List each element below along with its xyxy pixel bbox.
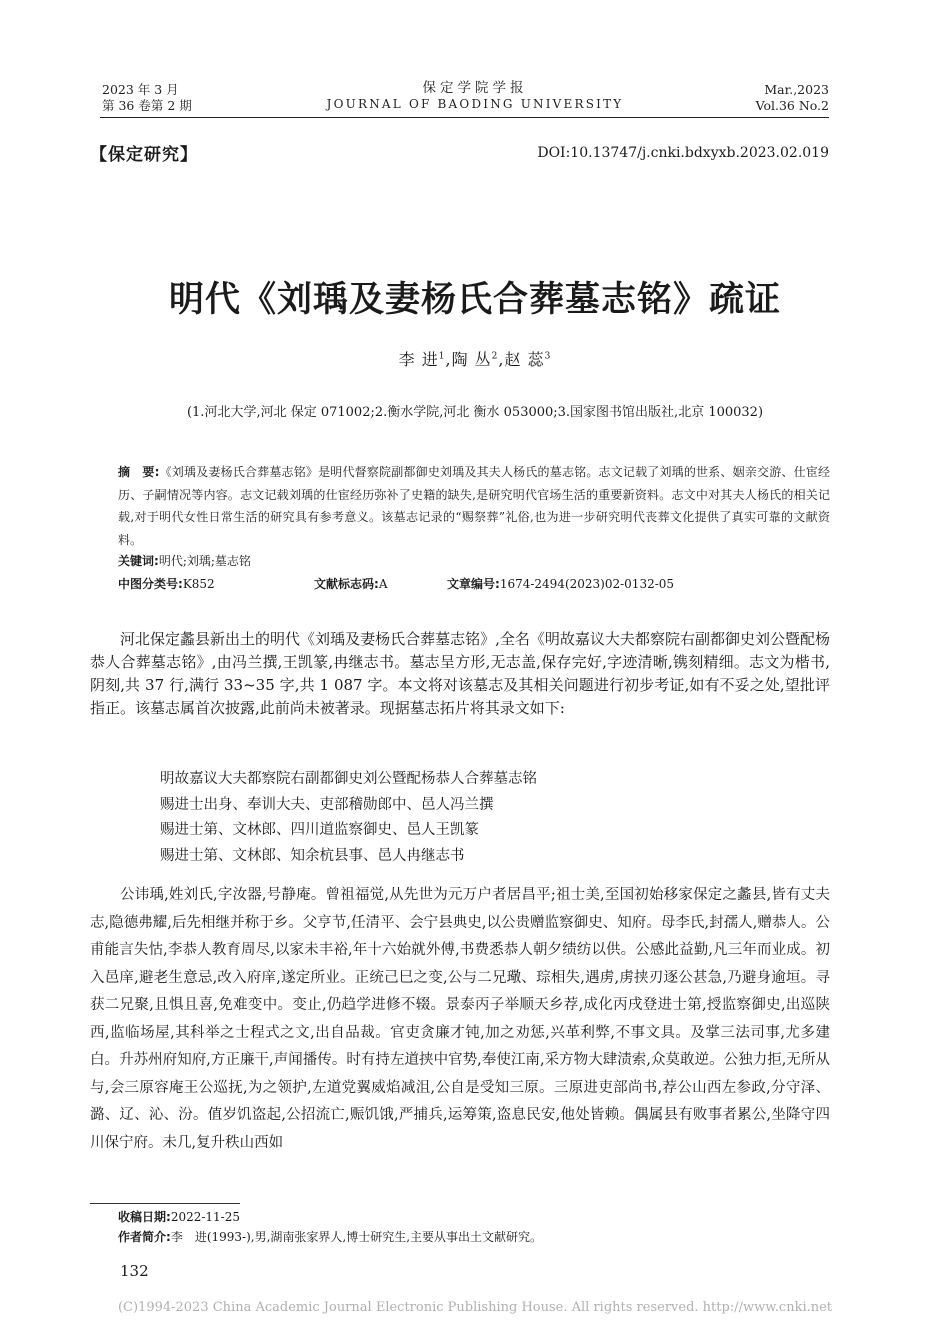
intro-text: 河北保定蠡县新出土的明代《刘瑀及妻杨氏合葬墓志铭》,全名《明故嘉议大夫都察院右副都御史刘公暨配杨恭人合葬墓志铭》,由冯兰撰,王凯篆,冉继志书。墓志呈方形,无志盖,保存完好,字迹清晰,镌刻精细。志文为楷书,阴刻,共 37 行,满行 33~35 字,共 1 087 字。本文将对该墓志及其相关问题进行初步考证,如有不妥之处,望批评指正。该墓志属首次披露,此前尚未被著录。现据墓志拓片将其录文如下:: [90, 630, 830, 717]
received-date: 2022-11-25: [170, 1210, 240, 1224]
footnote-rule: [90, 1203, 240, 1204]
article-title: 明代《刘瑀及妻杨氏合葬墓志铭》疏证: [168, 279, 781, 320]
author-bio-label: 作者简介:: [118, 1230, 171, 1244]
author-3: ,赵 蕊: [498, 350, 545, 369]
received-label: 收稿日期:: [118, 1210, 171, 1224]
keywords: [118, 552, 251, 569]
abstract-text: 《刘瑀及妻杨氏合葬墓志铭》是明代督察院副都御史刘瑀及其夫人杨氏的墓志铭。志文记载了刘瑀的世系、姻亲交游、仕宦经历、子嗣情况等内容。志文记载刘瑀的仕宦经历弥补了史籍的缺失,是研究明代官场生活的重要新资料。志文中对其夫人杨氏的相关记载,对于明代女性日常生活的研究具有参考意义。该墓志记录的“赐祭葬”礼俗,也为进一步研究明代丧葬文化提供了真实可靠的文献资料。: [118, 465, 830, 547]
clc-value: K852: [182, 577, 215, 591]
article-number: [447, 575, 674, 592]
doc-code: [314, 575, 387, 592]
doi[interactable]: DOI:10.13747/j.cnki.bdxyxb.2023.02.019: [537, 145, 829, 161]
intro-paragraph: [90, 628, 830, 720]
page-number: 132: [120, 1262, 149, 1280]
journal-name-en: JOURNAL OF BAODING UNIVERSITY: [326, 97, 624, 111]
footnote-received: [118, 1209, 240, 1225]
keywords-text: 明代;刘瑀;墓志铭: [158, 554, 251, 568]
article-number-label: 文章编号:: [447, 577, 500, 591]
inscription-seal-writer: 赐进士第、文林郎、四川道监察御史、邑人王凯篆: [160, 822, 479, 838]
clc-code: [118, 575, 215, 592]
author-3-affil: 3: [544, 351, 552, 362]
journal-name-cn: 保定学院学报: [422, 80, 528, 96]
inscription-writer: 赐进士出身、奉训大夫、吏部稽勋郎中、邑人冯兰撰: [160, 796, 494, 813]
inscription-body: [90, 882, 830, 1157]
author-bio: 李 进(1993-),男,湖南张家界人,博士研究生,主要从事出土文献研究。: [170, 1230, 543, 1244]
header-right: [756, 82, 829, 114]
header-rule: [100, 117, 829, 118]
inscription-header: [160, 767, 760, 869]
author-1-affil: 1: [438, 351, 446, 362]
clc-label: 中图分类号:: [118, 577, 183, 591]
footnote-author: [118, 1229, 542, 1245]
inscription-title: 明故嘉议大夫都察院右副都御史刘公暨配杨恭人合葬墓志铭: [160, 771, 537, 787]
section-label: 【保定研究】: [90, 145, 198, 165]
copyright-footer: (C)1994-2023 China Academic Journal Electronic Publishing House. All rights reserved. http://www.cnki.net: [117, 1300, 833, 1315]
keywords-label: 关键词:: [118, 554, 159, 568]
abstract: [118, 461, 830, 551]
author-1: 李 进: [398, 350, 439, 369]
header-date-cn: 2023 年 3 月: [102, 82, 179, 97]
header-date-en: Mar.,2023: [764, 82, 829, 97]
doc-label: 文献标志码:: [314, 577, 379, 591]
author-2-affil: 2: [491, 351, 499, 362]
header-volume-en: Vol.36 No.2: [755, 98, 829, 113]
abstract-label: 摘 要:: [118, 465, 160, 479]
doc-value: A: [378, 577, 388, 591]
affiliation: (1.河北大学,河北 保定 071002;2.衡水学院,河北 衡水 053000;3.国家图书馆出版社,北京 100032): [186, 405, 764, 420]
author-2: ,陶 丛: [445, 350, 492, 369]
article-number-value: 1674-2494(2023)02-0132-05: [499, 577, 675, 591]
inscription-calligrapher: 赐进士第、文林郎、知余杭县事、邑人冉继志书: [160, 847, 465, 864]
inscription-text: 公讳瑀,姓刘氏,字汝器,号静庵。曾祖福觉,从先世为元万户者居昌平;祖士美,至国初始移家保定之蠡县,皆有丈夫志,隐德弗耀,后先相继并称于乡。父亨节,任清平、会宁县典史,以公贵赠监察御史、知府。母李氏,封孺人,赠恭人。公甫能言失怙,李恭人教育周尽,以家未丰裕,年十六始就外傅,书费悉恭人朝夕绩纺以供。公感此益勤,凡三年而业成。初入邑庠,避老生意忌,改入府庠,遂定所业。正统己巳之变,公与二兄璥、琮相失,遇虏,虏挟刃逐公甚急,乃避身逾垣。寻获二兄聚,且惧且喜,免难变中。变止,仍趋学进修不辍。景泰丙子举顺天乡荐,成化丙戌登进士第,授监察御史,出巡陕西,监临场屋,其科举之士程式之文,出自品裁。官吏贪廉才钝,加之劝惩,兴革利弊,不事文具。及掌三法司事,尤多建白。升苏州府知府,方正廉干,声闻播传。时有持左道挟中官势,奉使江南,采方物大肆渍索,众莫敢逆。公独力拒,无所从与,会三原容庵王公巡抚,为之领护,左道党翼威焰减沮,公自是受知三原。三原进吏部尚书,荐公山西左参政,分守泽、潞、辽、沁、汾。值岁饥盗起,公招流亡,赈饥饿,严捕兵,运筹策,盗息民安,他处皆赖。偶属县有败事者累公,坐降守四川保宁府。未几,复升秩山西如: [90, 887, 830, 1151]
authors: [0, 347, 950, 370]
header-volume-cn: 第 36 卷第 2 期: [102, 98, 192, 113]
